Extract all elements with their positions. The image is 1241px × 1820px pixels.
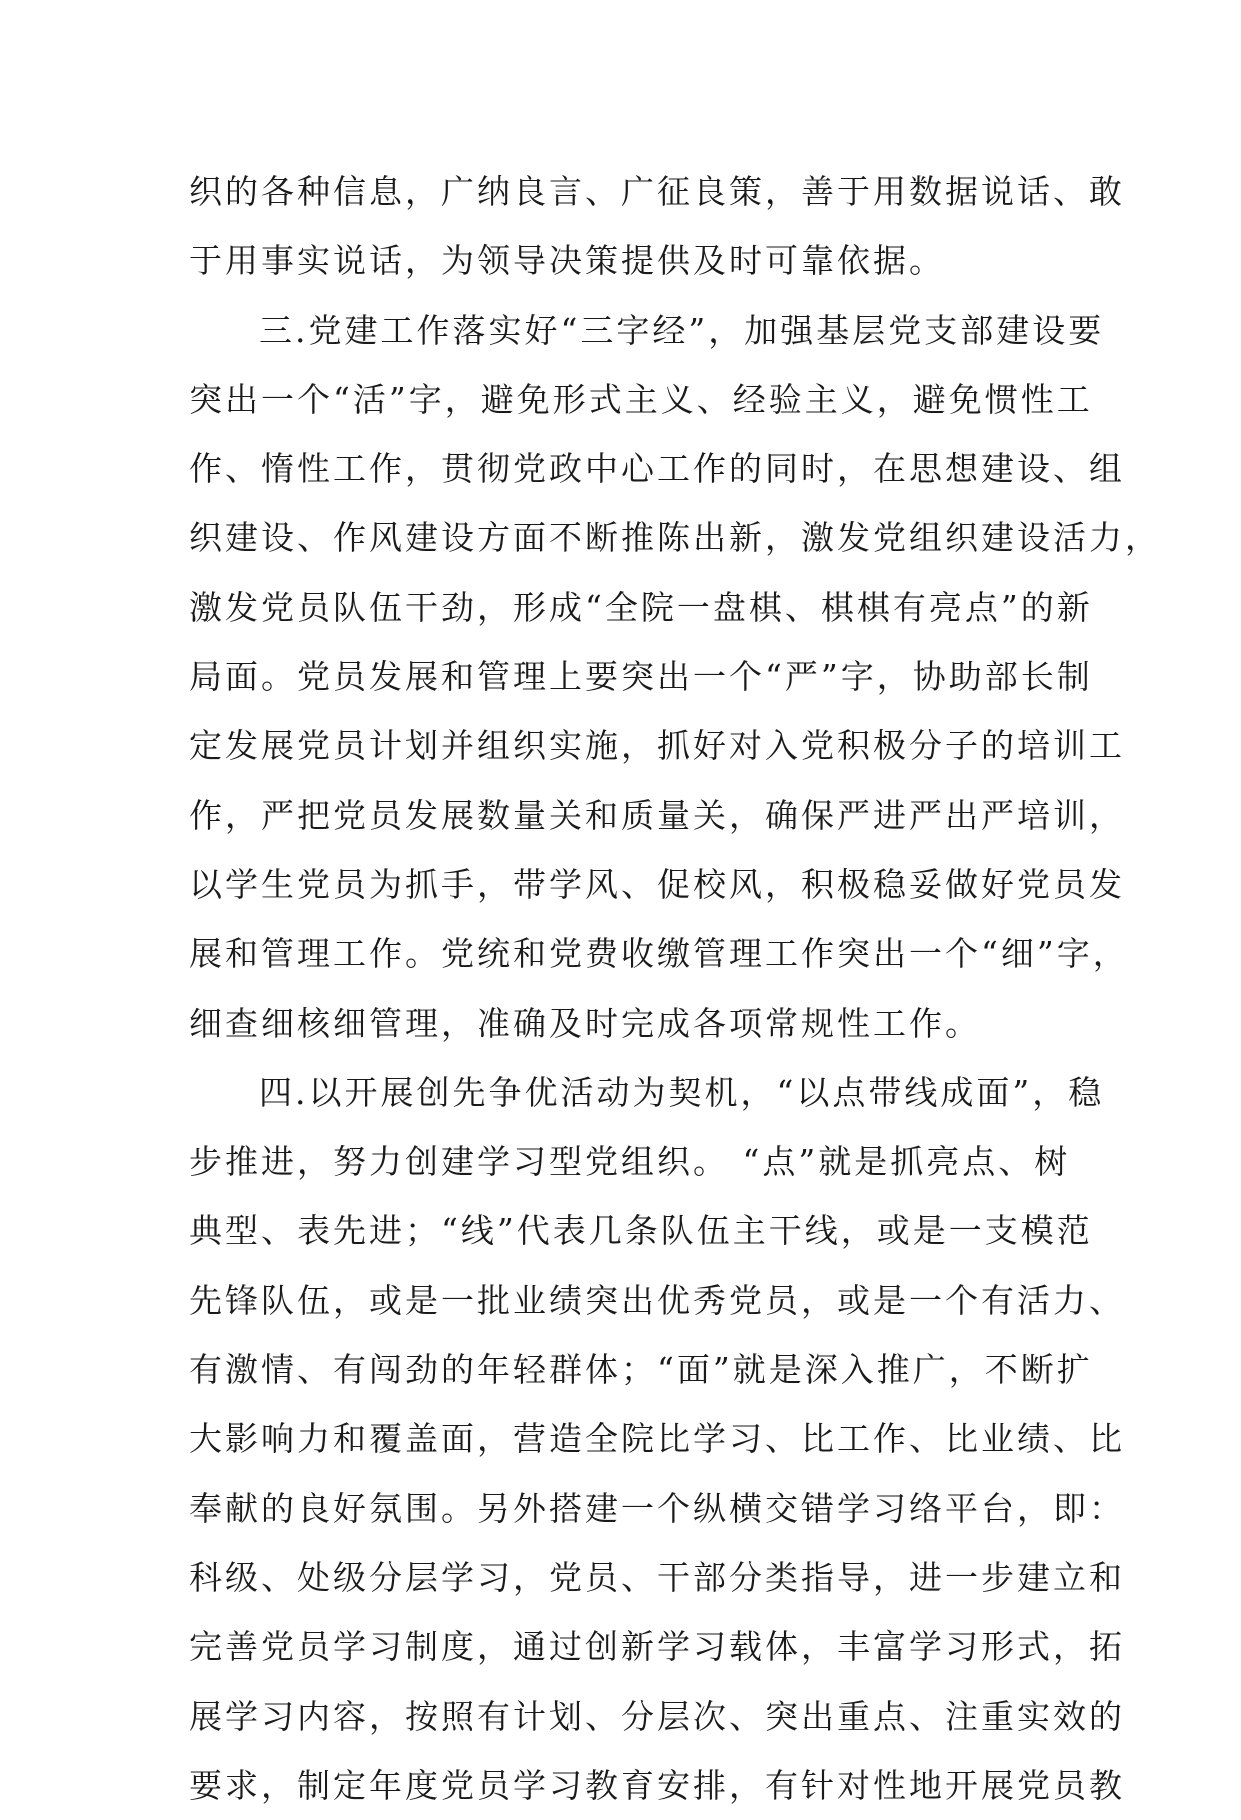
text-line: 定发展党员计划并组织实施，抓好对入党积极分子的培训工 [189, 726, 1125, 766]
text-line: 奉献的良好氛围。另外搭建一个纵横交错学习络平台，即： [189, 1488, 1125, 1528]
text-line: 科级、处级分层学习，党员、干部分类指导，进一步建立和 [189, 1557, 1125, 1597]
text-line: 织的各种信息，广纳良言、广征良策，善于用数据说话、敢 [189, 172, 1125, 211]
text-line: 展学习内容，按照有计划、分层次、突出重点、注重实效的 [189, 1696, 1125, 1736]
text-line: 突出一个“活”字，避免形式主义、经验主义，避免惯性工 [189, 379, 1093, 419]
text-line: 要求，制定年度党员学习教育安排，有针对性地开展党员教 [189, 1765, 1125, 1805]
paragraph-first-line: 三.党建工作落实好“三字经”，加强基层党支部建设要 [259, 310, 1105, 350]
text-line: 细查细核细管理，准确及时完成各项常规性工作。 [189, 1003, 981, 1043]
text-line: 作、惰性工作，贯彻党政中心工作的同时，在思想建设、组 [189, 449, 1125, 489]
text-line: 步推进，努力创建学习型党组织。 “点”就是抓亮点、树 [189, 1142, 1071, 1182]
body-text [189, 157, 1161, 1820]
paragraph-first-line: 四.以开展创先争优活动为契机，“以点带线成面”，稳 [259, 1072, 1105, 1112]
text-line: 激发党员队伍干劲，形成“全院一盘棋、棋棋有亮点”的新 [189, 587, 1093, 627]
text-line: 典型、表先进；“线”代表几条队伍主干线，或是一支模范 [189, 1211, 1093, 1251]
text-line: 以学生党员为抓手，带学风、促校风，积极稳妥做好党员发 [189, 864, 1125, 904]
text-line: 有激情、有闯劲的年轻群体；“面”就是深入推广，不断扩 [189, 1350, 1093, 1390]
text-line: 完善党员学习制度，通过创新学习载体，丰富学习形式，拓 [189, 1627, 1125, 1667]
text-line: 于用事实说话，为领导决策提供及时可靠依据。 [189, 241, 945, 281]
text-line: 织建设、作风建设方面不断推陈出新，激发党组织建设活力， [189, 518, 1161, 558]
text-line: 展和管理工作。党统和党费收缴管理工作突出一个“细”字， [189, 934, 1129, 974]
text-line: 局面。党员发展和管理上要突出一个“严”字，协助部长制 [189, 657, 1093, 697]
text-line: 大影响力和覆盖面，营造全院比学习、比工作、比业绩、比 [189, 1419, 1125, 1459]
text-line: 先锋队伍，或是一批业绩突出优秀党员，或是一个有活力、 [189, 1280, 1125, 1320]
text-line: 作，严把党员发展数量关和质量关，确保严进严出严培训， [189, 795, 1125, 835]
